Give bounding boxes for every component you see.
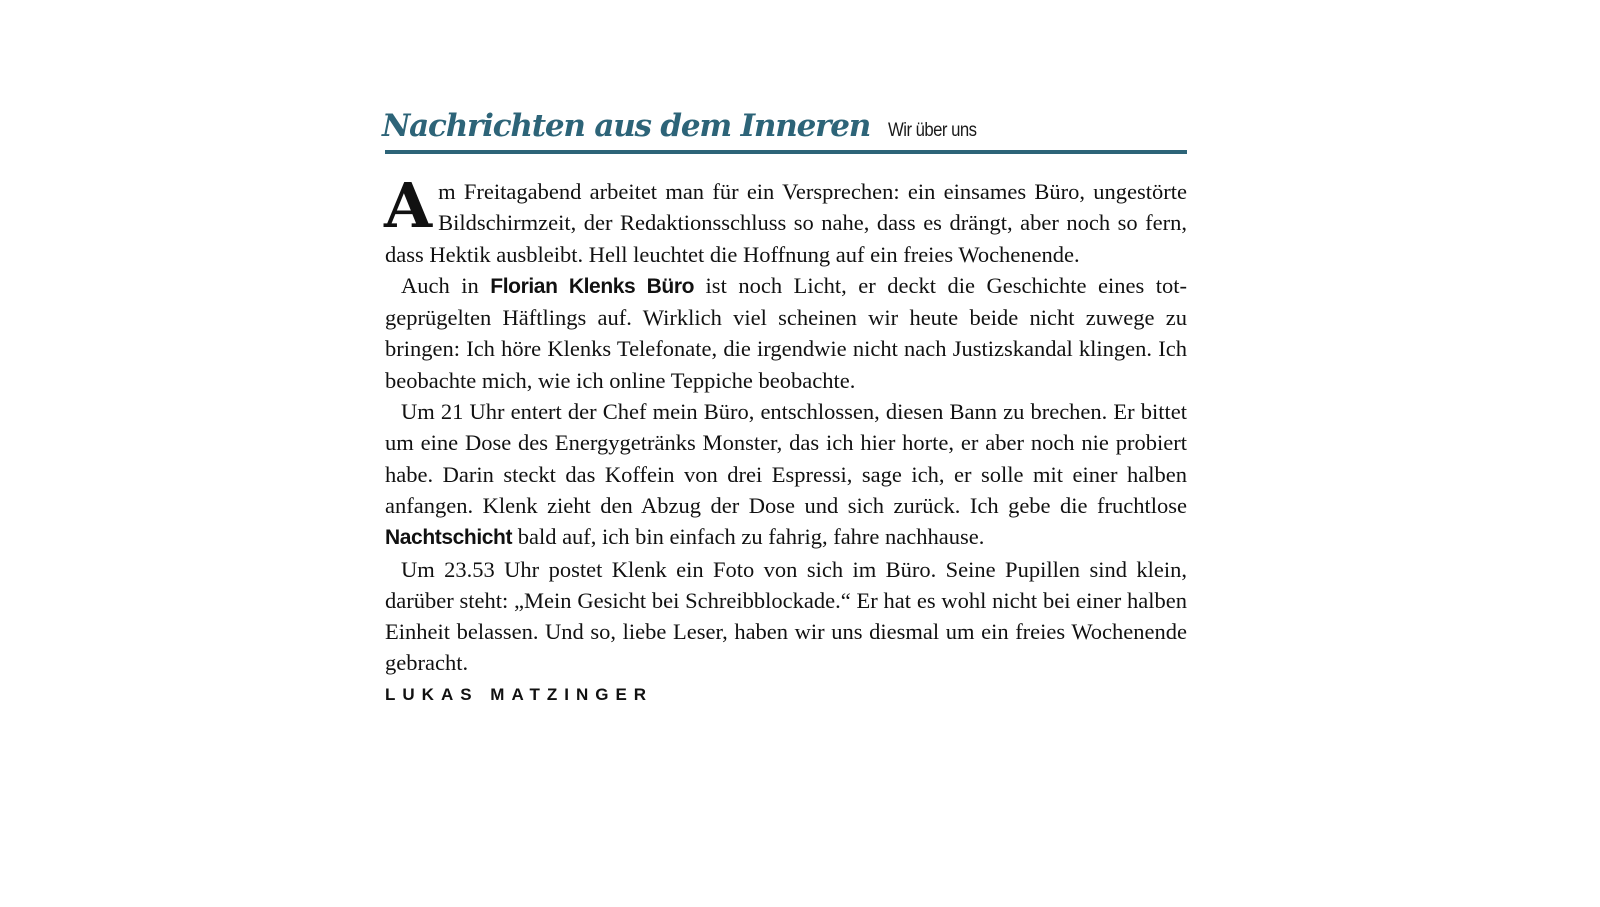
article	[382, 108, 1187, 705]
paragraph-3	[385, 396, 1187, 553]
paragraph-2	[385, 270, 1187, 396]
paragraph-text: ist noch Licht, er deckt die Geschichte eines totgeprügelten Häftlings auf. Wirklich viel scheinen wir heute beide nicht zuwege zu bringen: Ich höre Klenks Telefonate, die irgendwie nicht nach Justizskandal klingen. Ich beobachte mich, wie ich online Teppiche beobachte.	[385, 272, 1187, 393]
paragraph-4	[385, 554, 1187, 679]
highlighted-phrase: Nachtschicht	[385, 526, 513, 550]
section-title: Nachrichten aus dem Inneren	[382, 108, 871, 144]
paragraph-text: Um 21 Uhr entert der Chef mein Büro, entschlossen, diesen Bann zu brechen. Er bittet um eine Dose des Energygetränks Monster, das ich hier horte, er aber noch nie probiert habe. Darin steckt das Koffein von drei Espressi, sage ich, er solle mit einer halben anfangen. Klenk zieht den Abzug der Dose und sich zurück. Ich gebe die fruchtlose	[385, 399, 1187, 518]
paragraph-text: m Freitagabend arbeitet man für ein Versprechen: ein einsames Büro, ungestörte Bildschirmzeit, der Redaktionsschluss so nahe, dass es drängt, aber noch so fern, dass Hektik ausbleibt. Hell leuchtet die Hoffnung auf ein freies Wochenende.	[385, 179, 1187, 267]
section-header	[382, 108, 1187, 154]
drop-cap: A	[384, 169, 433, 242]
paragraph-text: Auch in	[401, 272, 491, 298]
paragraph-1	[384, 169, 1187, 270]
paragraph-text: Um 23.53 Uhr postet Klenk ein Foto von sich im Büro. Seine Pupillen sind klein, darüber steht: „Mein Gesicht bei Schreibblockade.“ Er hat es wohl nicht bei einer halben Einheit belassen. Und so, liebe Leser, haben wir uns diesmal um ein freies Wochenende gebracht.	[385, 556, 1187, 676]
highlighted-phrase: Florian Klenks Büro	[490, 274, 695, 298]
author-byline: LUKAS MATZINGER	[385, 684, 654, 704]
article-body	[384, 169, 1187, 679]
section-subtitle: Wir über uns	[888, 120, 977, 141]
paragraph-text: bald auf, ich bin einfach zu fahrig, fahre nachhause.	[512, 524, 985, 550]
